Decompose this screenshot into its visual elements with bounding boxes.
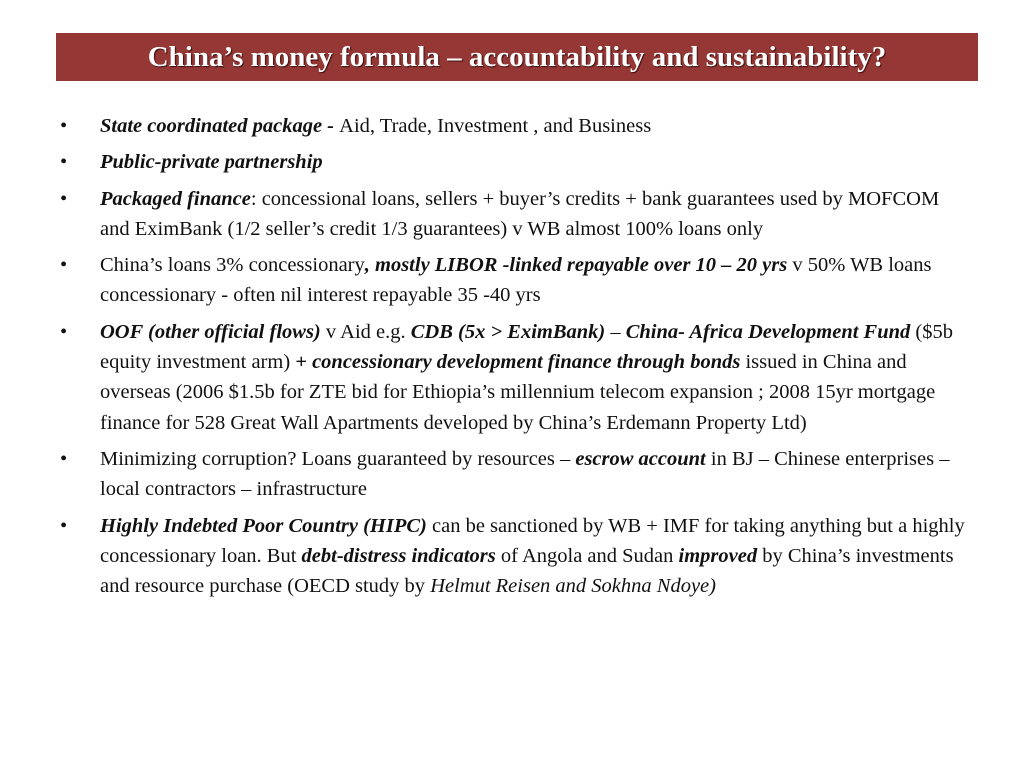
bullet-text: OOF (other official flows)	[100, 320, 321, 343]
bullet-icon: •	[60, 514, 68, 537]
bullet-text: : concessional loans, sellers + buyer’s credits + bank guarantees used by MOFCOM and EximBank (1/2 seller’s credit 1/3 guarantees) v WB almost 100% loans only	[100, 187, 940, 240]
bullet-icon: •	[60, 254, 68, 277]
bullet-item-packaged-finance	[60, 184, 965, 245]
bullet-text: + concessionary development finance through bonds	[295, 351, 741, 374]
bullet-item-oof	[60, 317, 965, 438]
bullet-text: can be sanctioned by WB + IMF for taking anything but a highly concessionary loan. But	[100, 514, 965, 567]
bullet-text: debt-distress indicators	[301, 544, 496, 567]
bullet-icon: •	[60, 447, 68, 470]
bullet-text: ($5b equity investment arm)	[100, 320, 953, 374]
bullet-text: Minimizing corruption? Loans guaranteed by resources –	[100, 447, 576, 470]
bullet-text: –	[605, 320, 626, 343]
bullet-list	[60, 111, 965, 607]
bullet-text: issued in China and overseas (2006 $1.5b for ZTE bid for Ethiopia’s millennium telecom expansion ; 2008 15yr mortgage finance for 528 Great Wall Apartments developed by China’s Erdemann Property Ltd)	[100, 351, 936, 434]
bullet-text: v 50% WB loans concessionary - often nil interest repayable 35 -40 yrs	[100, 254, 932, 307]
bullet-text: Aid, Trade, Investment , and Business	[339, 115, 652, 137]
bullet-icon: •	[60, 151, 68, 174]
bullet-text: v Aid e.g.	[320, 320, 411, 343]
slide-title: China’s money formula – accountability and sustainability?	[147, 40, 887, 73]
bullet-text: Helmut Reisen and Sokhna Ndoye)	[430, 575, 716, 598]
bullet-text: improved	[678, 544, 758, 567]
bullet-text: China’s loans 3% concessionary	[100, 254, 365, 277]
bullet-text: State coordinated package -	[100, 115, 340, 137]
bullet-text: CDB (5x > EximBank)	[410, 320, 606, 343]
bullet-text: escrow account	[575, 447, 706, 470]
title-bar	[56, 33, 978, 81]
bullet-text: of Angola and Sudan	[495, 544, 679, 567]
bullet-text: , mostly LIBOR -linked repayable over 10 – 20 yrs	[364, 254, 788, 277]
bullet-item-state-package	[60, 111, 965, 141]
bullet-text: in BJ – Chinese enterprises – local contractors – infrastructure	[100, 447, 950, 501]
bullet-item-corruption	[60, 444, 965, 505]
bullet-item-hipc	[60, 511, 965, 602]
bullet-icon: •	[60, 320, 68, 343]
bullet-icon: •	[60, 187, 68, 210]
bullet-text: Packaged finance	[100, 187, 251, 210]
bullet-text: by China’s investments and resource purchase (OECD study by	[100, 544, 954, 598]
bullet-item-public-private	[60, 147, 965, 177]
bullet-text: Public-private partnership	[100, 151, 323, 174]
bullet-item-china-loans	[60, 250, 965, 311]
bullet-text: China- Africa Development Fund	[625, 320, 911, 343]
bullet-icon: •	[60, 115, 68, 137]
bullet-text: Highly Indebted Poor Country (HIPC)	[100, 514, 427, 537]
